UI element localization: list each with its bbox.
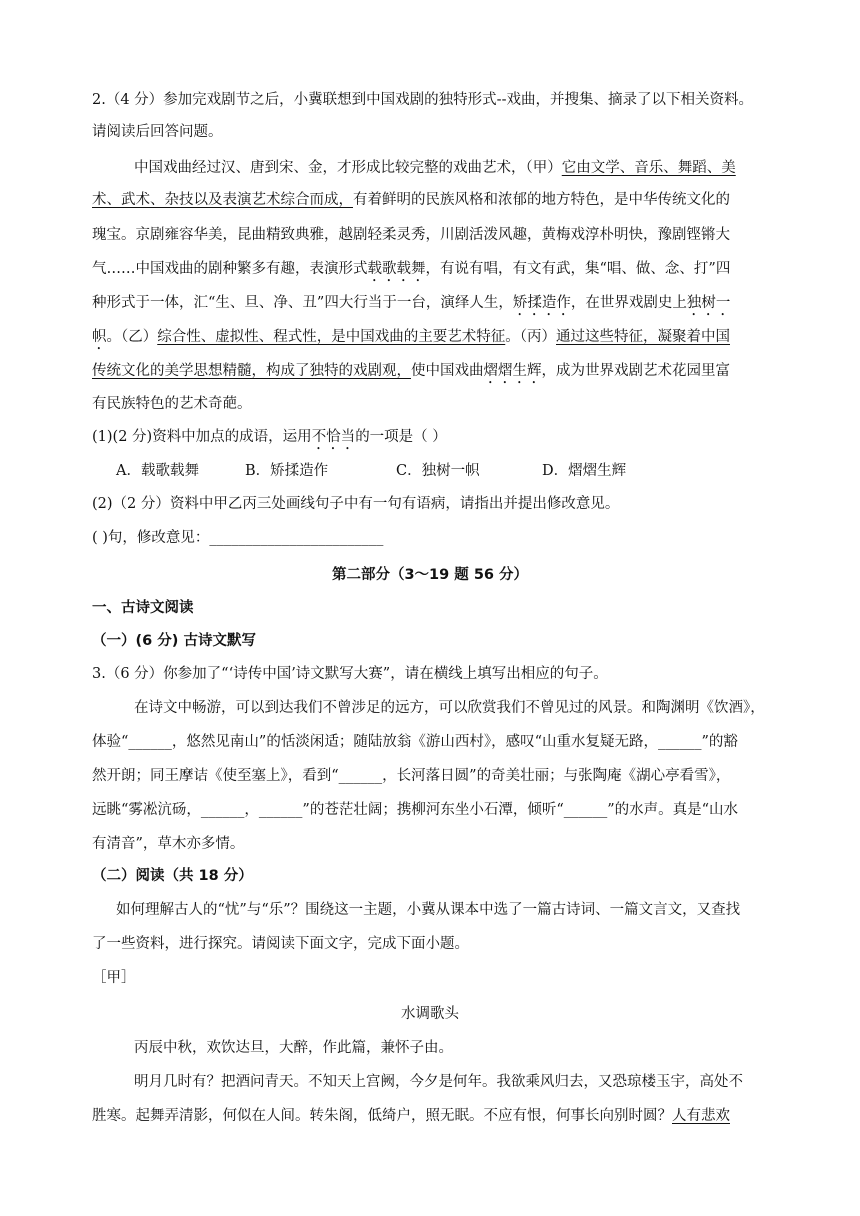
underlined-sentence-bing: 通过这些特征，凝聚着中国 <box>556 329 730 345</box>
poem-line-2 <box>92 1106 730 1126</box>
q3-stem: 3.（6 分）你参加了“‘诗传中国’诗文默写大赛”，请在横线上填写出相应的句子。 <box>92 666 608 682</box>
part2-title: 第二部分（3～19 题 56 分） <box>331 567 529 583</box>
q2-sub2-answer-line[interactable]: ( )句，修改意见：________________________ <box>92 530 384 546</box>
passage-line-7 <box>92 361 730 387</box>
underlined-sentence-jia-cont: 术、武术、杂技以及表演艺术综合而成， <box>92 192 353 208</box>
q3-line-2[interactable]: 体验“______，悠然见南山”的恬淡闲适；随陆放翁《游山西村》，感叹“山重水复疑无路，______”的豁 <box>92 734 738 750</box>
option-b[interactable]: B．矫揉造作 <box>245 463 329 479</box>
passage-line-8: 有民族特色的艺术奇葩。 <box>92 396 252 412</box>
option-d[interactable]: D．熠熠生辉 <box>542 463 627 479</box>
underlined-sentence-yi: 综合性、虚拟性、程式性，是中国戏曲的主要艺术特征 <box>157 329 506 345</box>
passage-text: ，在世界戏剧史上 <box>570 295 687 311</box>
dotted-idiom-c-cont: 帜 <box>92 329 107 345</box>
q2-stem-line1: 2.（4 分）参加完戏剧节之后，小冀联想到中国戏剧的独特形式--戏曲，并搜集、摘录了以下相关资料。 <box>92 92 753 108</box>
passage-text: 有着鲜明的民族风格和浓郁的地方特色，是中华传统文化的 <box>353 192 730 208</box>
option-a[interactable]: A．载歌载舞 <box>116 463 199 479</box>
text-jia-label: ［甲］ <box>92 970 136 986</box>
section1-title: 一、古诗文阅读 <box>92 600 194 616</box>
passage-text: 种形式于一体，汇“生、旦、净、丑”四大行当于一台，演绎人生， <box>92 295 513 311</box>
q3-line-3[interactable]: 然开朗；同王摩诘《使至塞上》，看到“______，长河落日圆”的奇美壮丽；与张陶庵《湖心亭看雪》， <box>92 768 731 784</box>
dotted-idiom-d: 熠熠生辉 <box>483 363 542 379</box>
passage-text: ，成为世界戏剧艺术花园里富 <box>541 363 730 379</box>
poem-preface: 丙辰中秋，欢饮达旦，大醉，作此篇，兼怀子由。 <box>134 1040 453 1056</box>
passage-line-6 <box>92 327 730 353</box>
underlined-sentence-jia: 它由文学、音乐、舞蹈、美 <box>561 160 736 176</box>
passage-text: 。（丙） <box>505 329 556 345</box>
passage-text: 。（乙） <box>106 329 158 345</box>
dotted-idiom-c: 独树一 <box>686 295 731 311</box>
passage-line-5 <box>92 293 730 319</box>
sub1-prefix: (1)(2 分)资料中加点的成语，运用 <box>92 429 312 445</box>
underlined-sentence-bing-cont: 传统文化的美学思想精髓，构成了独特的戏剧观， <box>92 363 411 379</box>
option-c[interactable]: C．独树一帜 <box>396 463 480 479</box>
passage-text: 气……中国戏曲的剧种繁多有趣，表演形式 <box>92 261 368 277</box>
dotted-idiom-b: 矫揉造作 <box>512 295 571 311</box>
subsection-b-title: （二）阅读（共 18 分） <box>92 868 253 884</box>
q2-stem-line2: 请阅读后回答问题。 <box>92 124 223 140</box>
reading-intro-line-1: 如何理解古人的“忧”与“乐”？围绕这一主题，小冀从课本中选了一篇古诗词、一篇文言文，又查找 <box>116 902 741 918</box>
passage-line-3: 瑰宝。京剧雍容华美，昆曲精致典雅，越剧轻柔灵秀，川剧活泼风趣，黄梅戏淳朴明快，豫剧铿锵大 <box>92 227 730 243</box>
q2-sub2: (2)（2 分）资料中甲乙丙三处画线句子中有一句有语病，请指出并提出修改意见。 <box>92 496 620 512</box>
dotted-idiom-a: 载歌载舞 <box>367 261 426 277</box>
passage-text: 使中国戏曲 <box>411 363 484 379</box>
passage-text: 中国戏曲经过汉、唐到宋、金，才形成比较完整的戏曲艺术，（甲） <box>134 160 562 176</box>
poem-text: 胜寒。起舞弄清影，何似在人间。转朱阁，低绮户，照无眠。不应有恨，何事长向别时圆？ <box>92 1108 672 1124</box>
q3-line-1: 在诗文中畅游，可以到达我们不曾涉足的远方，可以欣赏我们不曾见过的风景。和陶渊明《饮酒》， <box>134 700 765 716</box>
q3-line-4[interactable]: 远眺“雾凇沆砀，______，______”的苍茫壮阔；携柳河东坐小石潭，倾听“______”的水声。真是“山水 <box>92 802 739 818</box>
passage-line-1 <box>134 158 736 178</box>
q3-line-5: 有清音”，草木亦多情。 <box>92 836 245 852</box>
passage-text: ，有说有唱，有文有武，集“唱、做、念、打”四 <box>425 261 731 277</box>
subsection-a-title: （一）(6 分) 古诗文默写 <box>92 633 256 649</box>
q2-sub1 <box>92 427 447 453</box>
poem-line-1: 明月几时有？把酒问青天。不知天上宫阙，今夕是何年。我欲乘风归去，又恐琼楼玉宇，高处不 <box>134 1074 743 1090</box>
sub1-emphasis: 不恰当 <box>311 429 356 445</box>
reading-intro-line-2: 了一些资料，进行探究。请阅读下面文字，完成下面小题。 <box>92 936 469 952</box>
poem-title: 水调歌头 <box>401 1006 459 1022</box>
sub1-suffix: 的一项是（ ） <box>355 429 447 445</box>
underlined-poem-phrase: 人有悲欢 <box>672 1108 730 1124</box>
passage-line-4 <box>92 259 730 285</box>
passage-line-2 <box>92 190 730 210</box>
